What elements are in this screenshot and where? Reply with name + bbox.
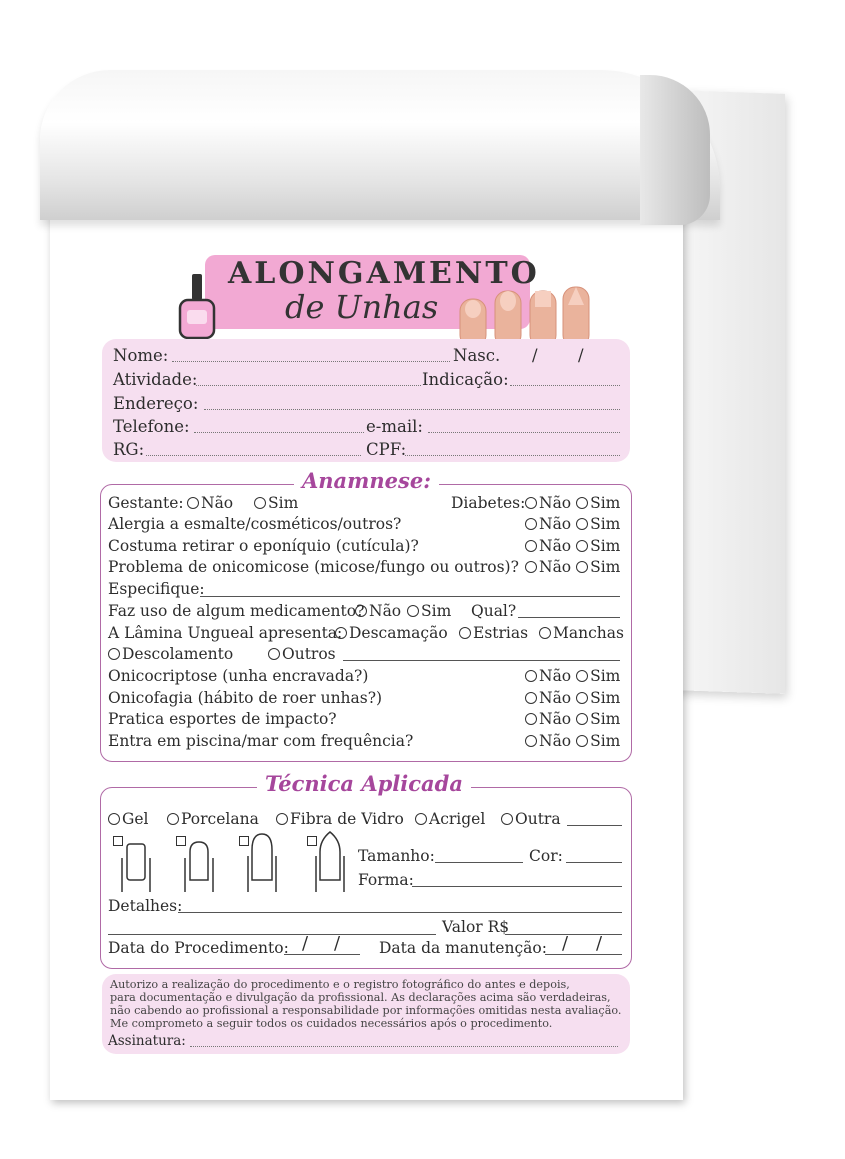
rg-field[interactable] (146, 455, 361, 456)
round-nail-icon (181, 838, 217, 892)
forma-label: Forma: (358, 871, 414, 889)
atividade-field[interactable] (196, 385, 421, 386)
eponiquio-label: Costuma retirar o eponíquio (cutícula)? (108, 537, 419, 555)
radio-icon[interactable] (576, 735, 588, 747)
detalhes-field-2[interactable] (108, 934, 436, 935)
cpf-label: CPF: (366, 440, 407, 459)
radio-icon[interactable] (525, 518, 537, 530)
radio-icon[interactable] (276, 813, 288, 825)
gel-option[interactable]: Gel (108, 810, 149, 828)
radio-icon[interactable] (108, 813, 120, 825)
radio-icon[interactable] (576, 497, 588, 509)
detalhes-label: Detalhes: (108, 897, 183, 915)
qual-label: Qual? (471, 602, 517, 620)
radio-icon[interactable] (187, 497, 199, 509)
data-proc-slash-1: / (302, 933, 309, 954)
title-line1: ALONGAMENTO (228, 256, 540, 291)
porcelana-option[interactable]: Porcelana (167, 810, 259, 828)
nasc-slash-1: / (532, 346, 538, 365)
data-manut-slash-2: / (596, 933, 603, 954)
data-manut-field[interactable] (545, 954, 622, 955)
radio-icon[interactable] (167, 813, 179, 825)
radio-icon[interactable] (268, 648, 280, 660)
radio-icon[interactable] (525, 735, 537, 747)
onicocriptose-label: Onicocriptose (unha encravada?) (108, 667, 369, 685)
termo-line-4: Me comprometo a seguir todos os cuidados necessários após o procedimento. (110, 1017, 553, 1030)
radio-icon[interactable] (525, 713, 537, 725)
radio-icon[interactable] (576, 561, 588, 573)
endereco-label: Endereço: (113, 394, 199, 413)
radio-icon[interactable] (525, 561, 537, 573)
medicamento-nao[interactable]: Não (355, 602, 401, 620)
fibra-option[interactable]: Fibra de Vidro (276, 810, 404, 828)
radio-icon[interactable] (459, 627, 471, 639)
square-nail-icon (118, 838, 154, 892)
tamanho-label: Tamanho: (358, 847, 435, 865)
especifique-field[interactable] (200, 596, 620, 597)
telefone-field[interactable] (194, 432, 364, 433)
radio-icon[interactable] (407, 605, 419, 617)
data-proc-field[interactable] (284, 954, 360, 955)
detalhes-field[interactable] (178, 912, 622, 913)
outra-option[interactable]: Outra (501, 810, 561, 828)
radio-icon[interactable] (525, 670, 537, 682)
radio-icon[interactable] (415, 813, 427, 825)
gestante-nao[interactable]: Não (187, 494, 233, 512)
forma-field[interactable] (412, 886, 622, 887)
gestante-sim[interactable]: Sim (254, 494, 298, 512)
manchas-option[interactable]: Manchas (539, 624, 624, 642)
esportes-label: Pratica esportes de impacto? (108, 710, 337, 728)
radio-icon[interactable] (355, 605, 367, 617)
radio-icon[interactable] (576, 713, 588, 725)
page-curl (40, 70, 720, 220)
anamnese-title: Anamnese: (294, 468, 439, 493)
assinatura-label: Assinatura: (108, 1033, 186, 1049)
rg-label: RG: (113, 440, 145, 459)
alergia-options[interactable]: Não Sim (525, 515, 620, 533)
radio-icon[interactable] (576, 692, 588, 704)
especifique-label: Especifique: (108, 580, 205, 598)
endereco-field[interactable] (204, 409, 620, 410)
onicomicose-label: Problema de onicomicose (micose/fungo ou outros)? (108, 558, 519, 576)
tecnica-title: Técnica Aplicada (257, 771, 471, 796)
diabetes-label: Diabetes: (451, 494, 526, 512)
radio-icon[interactable] (254, 497, 266, 509)
nasc-label: Nasc. (453, 346, 501, 365)
onicomicose-options[interactable]: Não Sim (525, 558, 620, 576)
radio-icon[interactable] (525, 497, 537, 509)
radio-icon[interactable] (539, 627, 551, 639)
nasc-slash-2: / (578, 346, 584, 365)
fingers-icon (455, 285, 595, 345)
estrias-option[interactable]: Estrias (459, 624, 528, 642)
termo-line-3: não cabendo ao profissional a responsabilidade por informações omitidas nesta avaliação. (110, 1004, 622, 1017)
indicacao-label: Indicação: (422, 370, 509, 389)
diabetes-options[interactable]: Não Sim (525, 494, 620, 512)
indicacao-field[interactable] (510, 385, 620, 386)
termo-line-2: para documentação e divulgação da profissional. As declarações acima são verdadeiras, (110, 991, 611, 1004)
outra-field[interactable] (567, 825, 622, 826)
medicamento-sim[interactable]: Sim (407, 602, 451, 620)
descolamento-option[interactable]: Descolamento (108, 645, 233, 663)
data-manut-slash-1: / (562, 933, 569, 954)
esportes-options[interactable]: Não Sim (525, 710, 620, 728)
piscina-label: Entra em piscina/mar com frequência? (108, 732, 414, 750)
radio-icon[interactable] (576, 518, 588, 530)
radio-icon[interactable] (108, 648, 120, 660)
radio-icon[interactable] (576, 540, 588, 552)
cpf-field[interactable] (405, 455, 620, 456)
radio-icon[interactable] (525, 540, 537, 552)
onicofagia-options[interactable]: Não Sim (525, 689, 620, 707)
telefone-label: Telefone: (113, 417, 190, 436)
atividade-label: Atividade: (113, 370, 198, 389)
eponiquio-options[interactable]: Não Sim (525, 537, 620, 555)
descamacao-option[interactable]: Descamação (335, 624, 448, 642)
radio-icon[interactable] (525, 692, 537, 704)
acrigel-option[interactable]: Acrigel (415, 810, 485, 828)
cor-label: Cor: (529, 847, 563, 865)
lamina-label: A Lâmina Ungueal apresenta: (108, 624, 343, 642)
data-proc-slash-2: / (334, 933, 341, 954)
data-manut-label: Data da manutenção: (379, 939, 547, 957)
radio-icon[interactable] (501, 813, 513, 825)
almond-nail-icon (312, 830, 348, 892)
gestante-label: Gestante: (108, 494, 184, 512)
outros-option[interactable]: Outros (268, 645, 336, 663)
piscina-options[interactable]: Não Sim (525, 732, 620, 750)
nail-polish-icon (172, 272, 222, 342)
qual-field[interactable] (518, 617, 620, 618)
name-label: Nome: (113, 346, 169, 365)
cor-field[interactable] (566, 862, 622, 863)
outros-field[interactable] (343, 660, 620, 661)
email-field[interactable] (428, 432, 620, 433)
onicocriptose-options[interactable]: Não Sim (525, 667, 620, 685)
email-label: e-mail: (366, 417, 423, 436)
title-line2: de Unhas (285, 288, 439, 326)
name-field[interactable] (172, 361, 450, 362)
tamanho-field[interactable] (435, 862, 523, 863)
radio-icon[interactable] (335, 627, 347, 639)
onicofagia-label: Onicofagia (hábito de roer unhas?) (108, 689, 383, 707)
termo-line-1: Autorizo a realização do procedimento e o registro fotográfico do antes e depois, (110, 978, 570, 991)
oval-nail-icon (244, 832, 280, 892)
alergia-label: Alergia a esmalte/cosméticos/outros? (108, 515, 402, 533)
assinatura-field[interactable] (190, 1046, 618, 1047)
medicamento-label: Faz uso de algum medicamento? (108, 602, 365, 620)
valor-label: Valor R$ (442, 918, 510, 936)
radio-icon[interactable] (576, 670, 588, 682)
data-proc-label: Data do Procedimento: (108, 939, 289, 957)
